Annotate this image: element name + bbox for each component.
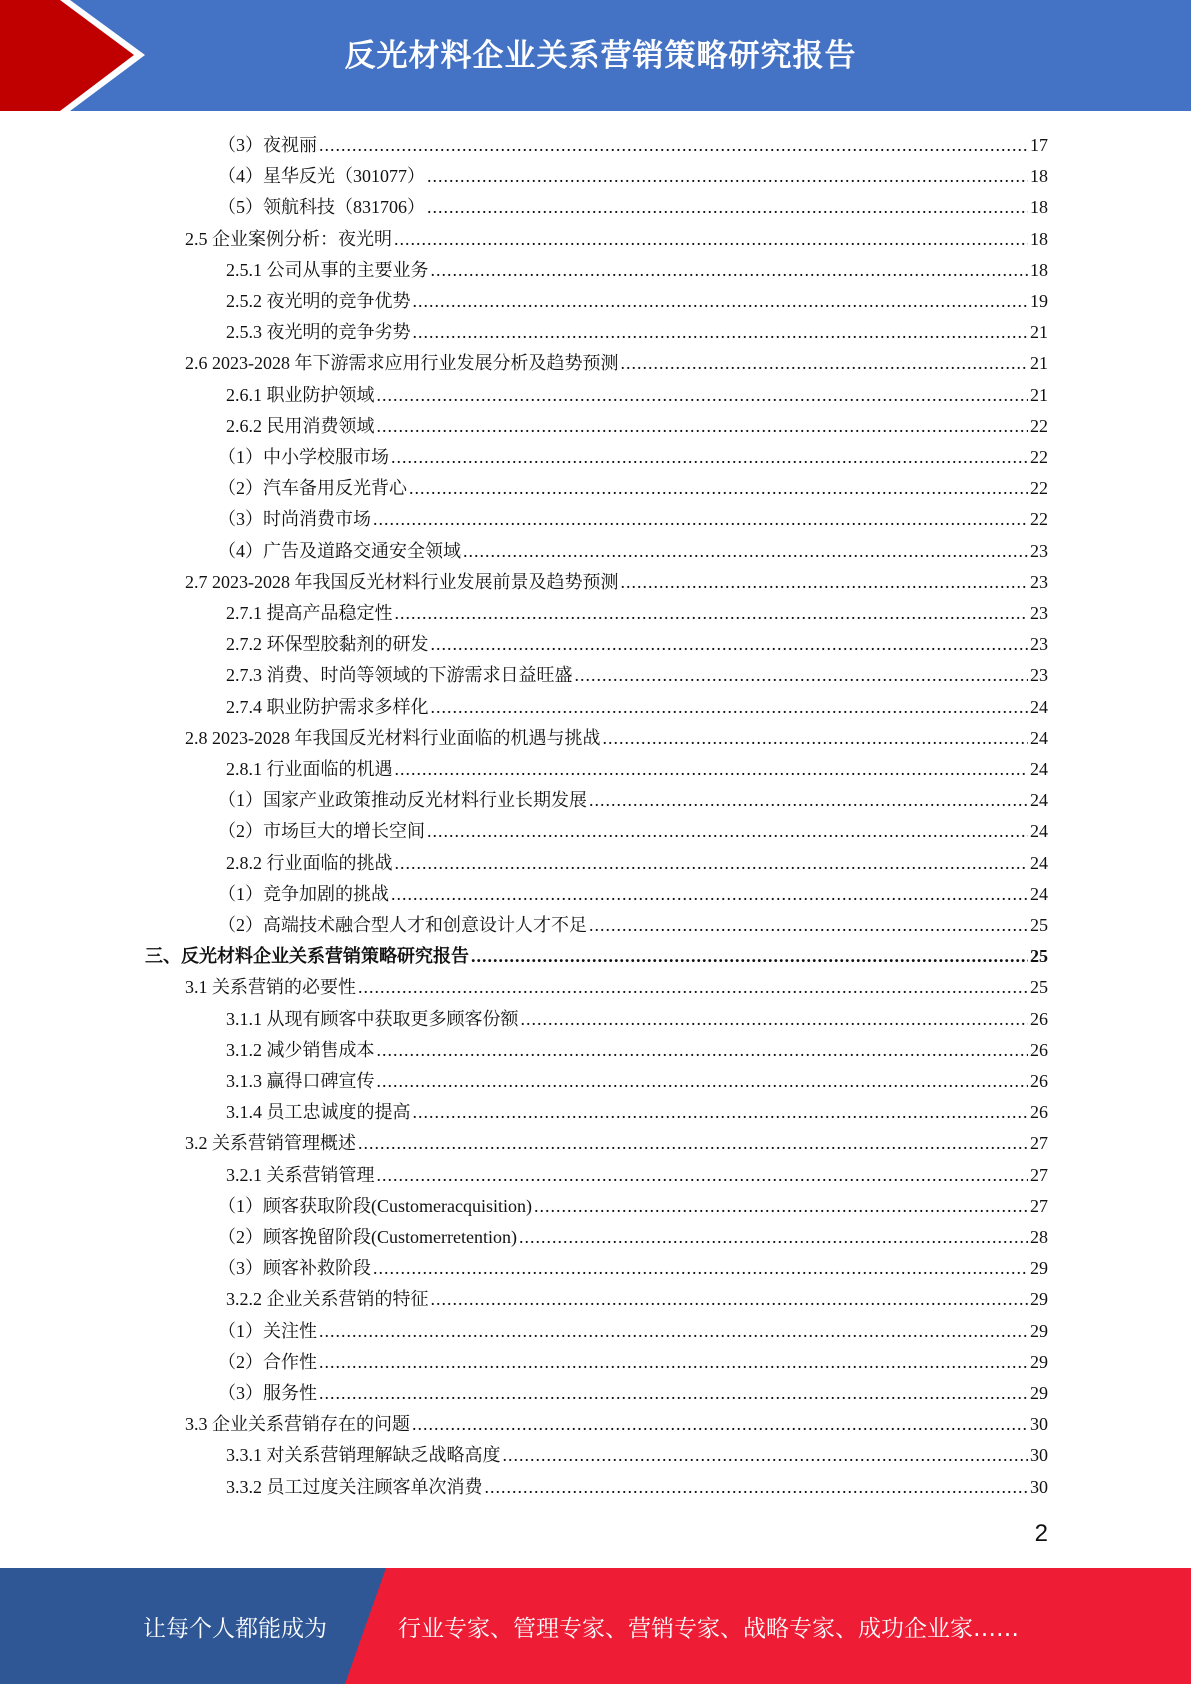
toc-entry-page: 29 <box>1030 1351 1048 1372</box>
toc-entry[interactable] <box>218 536 1048 567</box>
toc-entry-title: 3.2.2 企业关系营销的特征 <box>226 1289 429 1310</box>
toc-entry-title: （4）星华反光（301077） <box>218 166 425 187</box>
toc-leader-dots <box>377 1160 1029 1191</box>
toc-entry-page: 26 <box>1030 1071 1048 1091</box>
toc-entry-page: 27 <box>1030 1164 1048 1185</box>
toc-entry[interactable] <box>218 1191 1048 1222</box>
toc-entry-page: 25 <box>1030 946 1048 967</box>
toc-entry[interactable] <box>218 910 1048 941</box>
toc-entry[interactable] <box>226 1066 1048 1097</box>
toc-leader-dots <box>377 411 1029 442</box>
toc-leader-dots <box>427 161 1028 192</box>
toc-leader-dots <box>413 1097 1029 1128</box>
toc-entry[interactable] <box>226 1035 1048 1066</box>
toc-entry-title: （2）合作性 <box>218 1351 317 1372</box>
toc-entry-title: 2.7.2 环保型胶黏剂的研发 <box>226 634 429 655</box>
toc-entry-page: 21 <box>1030 384 1048 405</box>
toc-leader-dots <box>431 255 1029 286</box>
toc-entry[interactable] <box>218 192 1048 223</box>
toc-entry[interactable] <box>226 1004 1048 1035</box>
toc-entry-title: 2.6.1 职业防护领域 <box>226 384 375 405</box>
toc-entry-title: （4）广告及道路交通安全领域 <box>218 540 461 561</box>
toc-entry[interactable] <box>226 660 1048 691</box>
toc-entry[interactable] <box>218 130 1048 161</box>
toc-entry-page: 24 <box>1030 852 1048 873</box>
toc-entry-title: （1）竞争加剧的挑战 <box>218 883 389 904</box>
toc-entry-title: 3.1.4 员工忠诚度的提高 <box>226 1102 411 1123</box>
toc-entry-page: 24 <box>1030 821 1048 842</box>
toc-entry[interactable] <box>185 1128 1048 1159</box>
toc-leader-dots <box>409 473 1028 504</box>
toc-entry-title: 2.7.3 消费、时尚等领域的下游需求日益旺盛 <box>226 665 573 686</box>
toc-entry-title: （1）国家产业政策推动反光材料行业长期发展 <box>218 790 587 811</box>
toc-entry-title: （3）夜视丽 <box>218 135 317 155</box>
toc-leader-dots <box>589 785 1028 816</box>
toc-entry[interactable] <box>218 161 1048 192</box>
toc-entry-title: 3.1.2 减少销售成本 <box>226 1039 375 1060</box>
toc-leader-dots <box>589 910 1028 941</box>
toc-entry-title: 2.5.3 夜光明的竞争劣势 <box>226 322 411 343</box>
toc-leader-dots <box>377 380 1029 411</box>
toc-entry[interactable] <box>185 723 1048 754</box>
toc-leader-dots <box>319 1316 1028 1347</box>
toc-leader-dots <box>395 848 1029 879</box>
toc-entry-page: 30 <box>1030 1445 1048 1466</box>
toc-entry[interactable] <box>185 224 1048 255</box>
toc-entry[interactable] <box>226 286 1048 317</box>
toc-entry-title: 2.8 2023-2028 年我国反光材料行业面临的机遇与挑战 <box>185 727 601 748</box>
toc-leader-dots <box>427 192 1028 223</box>
toc-entry-page: 26 <box>1030 1102 1048 1123</box>
toc-leader-dots <box>427 816 1028 847</box>
toc-entry[interactable] <box>218 442 1048 473</box>
toc-entry-page: 24 <box>1030 696 1048 717</box>
toc-entry-title: （2）高端技术融合型人才和创意设计人才不足 <box>218 915 587 935</box>
footer-slogan-right: 行业专家、管理专家、营销专家、战略专家、成功企业家…… <box>398 1616 1019 1642</box>
toc-entry-title: 2.5.2 夜光明的竞争优势 <box>226 291 411 311</box>
toc-entry-title: 2.8.2 行业面临的挑战 <box>226 852 393 873</box>
toc-entry-title: 三、反光材料企业关系营销策略研究报告 <box>145 946 469 967</box>
toc-entry-title: （2）汽车备用反光背心 <box>218 478 407 499</box>
toc-leader-dots <box>319 130 1028 161</box>
toc-entry-page: 25 <box>1030 977 1048 998</box>
toc-entry-title: 3.2.1 关系营销管理 <box>226 1164 375 1185</box>
toc-leader-dots <box>621 567 1029 598</box>
toc-entry-title: （2）顾客挽留阶段(Customerretention) <box>218 1227 517 1247</box>
toc-entry[interactable] <box>218 879 1048 910</box>
toc-entry[interactable] <box>218 816 1048 847</box>
toc-entry[interactable] <box>226 629 1048 660</box>
toc-entry-page: 27 <box>1030 1195 1048 1216</box>
toc-entry-page: 27 <box>1030 1133 1048 1154</box>
toc-entry-title: 3.3 企业关系营销存在的问题 <box>185 1414 410 1435</box>
toc-leader-dots <box>391 879 1028 910</box>
toc-entry-page: 22 <box>1030 509 1048 530</box>
toc-leader-dots <box>575 660 1029 691</box>
toc-leader-dots <box>373 1253 1028 1284</box>
toc-entry-title: 2.6.2 民用消费领域 <box>226 415 375 436</box>
toc-leader-dots <box>603 723 1029 754</box>
toc-entry-title: 3.3.2 员工过度关注顾客单次消费 <box>226 1476 483 1497</box>
footer-slogan-left: 让每个人都能成为 <box>143 1616 327 1642</box>
toc-entry-title: （1）关注性 <box>218 1320 317 1341</box>
toc-entry[interactable] <box>226 598 1048 629</box>
toc-leader-dots <box>373 504 1028 535</box>
toc-entry-page: 18 <box>1030 259 1048 280</box>
toc-entry-title: 2.5 企业案例分析：夜光明 <box>185 228 392 249</box>
toc-entry-page: 30 <box>1030 1414 1048 1435</box>
toc-entry-page: 24 <box>1030 790 1048 811</box>
toc-entry-title: 3.1.3 赢得口碑宣传 <box>226 1071 375 1091</box>
toc-entry-title: 2.5.1 公司从事的主要业务 <box>226 259 429 280</box>
toc-entry-title: （5）领航科技（831706） <box>218 197 425 218</box>
toc-entry-page: 18 <box>1030 197 1048 218</box>
toc-leader-dots <box>521 1004 1029 1035</box>
toc-entry-page: 24 <box>1030 727 1048 748</box>
toc-entry[interactable] <box>226 754 1048 785</box>
toc-leader-dots <box>431 692 1029 723</box>
toc-entry-title: （2）市场巨大的增长空间 <box>218 821 425 842</box>
toc-leader-dots <box>485 1472 1029 1503</box>
toc-entry-page: 23 <box>1030 665 1048 686</box>
toc-entry-title: 3.3.1 对关系营销理解缺乏战略高度 <box>226 1445 501 1466</box>
toc-entry[interactable] <box>218 1222 1048 1253</box>
page-number: 2 <box>1034 1520 1048 1547</box>
toc-entry-title: 3.2 关系营销管理概述 <box>185 1133 356 1154</box>
toc-leader-dots <box>358 1128 1028 1159</box>
toc-entry[interactable] <box>226 1097 1048 1128</box>
toc-leader-dots <box>395 598 1029 629</box>
toc-entry[interactable] <box>226 317 1048 348</box>
toc-leader-dots <box>394 224 1028 255</box>
toc-entry-page: 26 <box>1030 1039 1048 1060</box>
toc-leader-dots <box>391 442 1028 473</box>
toc-leader-dots <box>534 1191 1028 1222</box>
document-title: 反光材料企业关系营销策略研究报告 <box>344 38 857 74</box>
toc-entry[interactable] <box>226 1440 1048 1471</box>
toc-entry[interactable] <box>226 380 1048 411</box>
toc-entry-page: 18 <box>1030 166 1048 187</box>
toc-entry-page: 29 <box>1030 1289 1048 1310</box>
toc-entry-title: 2.8.1 行业面临的机遇 <box>226 759 393 779</box>
toc-entry[interactable] <box>185 348 1048 379</box>
toc-leader-dots <box>395 754 1029 785</box>
toc-entry-title: 2.6 2023-2028 年下游需求应用行业发展分析及趋势预测 <box>185 353 619 374</box>
toc-entry-title: 2.7.4 职业防护需求多样化 <box>226 696 429 717</box>
toc-leader-dots <box>621 348 1029 379</box>
toc-entry-page: 19 <box>1030 291 1048 311</box>
toc-entry-page: 25 <box>1030 915 1048 935</box>
toc-entry[interactable] <box>226 1284 1048 1315</box>
toc-entry[interactable] <box>218 785 1048 816</box>
toc-entry-title: （1）中小学校服市场 <box>218 447 389 467</box>
toc-leader-dots <box>519 1222 1028 1253</box>
toc-leader-dots <box>413 286 1029 317</box>
toc-entry-page: 22 <box>1030 415 1048 436</box>
toc-entry-title: 3.1 关系营销的必要性 <box>185 977 356 998</box>
toc-entry[interactable] <box>226 692 1048 723</box>
toc-entry-page: 18 <box>1030 228 1048 249</box>
toc-entry[interactable] <box>226 848 1048 879</box>
toc-entry-page: 23 <box>1030 540 1048 561</box>
page-header <box>0 0 1191 111</box>
toc-leader-dots <box>377 1066 1029 1097</box>
toc-entry-page: 23 <box>1030 571 1048 592</box>
toc-entry-page: 21 <box>1030 322 1048 343</box>
toc-entry[interactable] <box>145 941 1048 972</box>
toc-leader-dots <box>358 972 1028 1003</box>
toc-entry-title: （3）时尚消费市场 <box>218 509 371 530</box>
toc-entry[interactable] <box>185 972 1048 1003</box>
toc-leader-dots <box>431 1284 1029 1315</box>
toc-entry-page: 29 <box>1030 1258 1048 1279</box>
toc-entry[interactable] <box>226 411 1048 442</box>
toc-entry-page: 22 <box>1030 447 1048 467</box>
toc-entry-title: （3）服务性 <box>218 1383 317 1403</box>
toc-entry[interactable] <box>218 1253 1048 1284</box>
toc-entry[interactable] <box>226 255 1048 286</box>
toc-leader-dots <box>412 1409 1028 1440</box>
toc-leader-dots <box>377 1035 1029 1066</box>
toc-entry-page: 21 <box>1030 353 1048 374</box>
toc-entry-page: 22 <box>1030 478 1048 499</box>
toc-entry[interactable] <box>218 1347 1048 1378</box>
toc-entry-title: 2.7 2023-2028 年我国反光材料行业发展前景及趋势预测 <box>185 571 619 592</box>
toc-entry-page: 24 <box>1030 759 1048 779</box>
toc-entry-page: 23 <box>1030 603 1048 623</box>
toc-leader-dots <box>471 941 1028 972</box>
toc-leader-dots <box>319 1378 1028 1409</box>
toc-leader-dots <box>319 1347 1028 1378</box>
toc-leader-dots <box>503 1440 1029 1471</box>
toc-entry-page: 28 <box>1030 1227 1048 1247</box>
toc-leader-dots <box>413 317 1029 348</box>
toc-leader-dots <box>431 629 1029 660</box>
toc-entry-page: 29 <box>1030 1320 1048 1341</box>
toc-entry[interactable] <box>226 1472 1048 1503</box>
toc-entry-page: 30 <box>1030 1476 1048 1497</box>
toc-entry-page: 23 <box>1030 634 1048 655</box>
toc-entry-page: 29 <box>1030 1383 1048 1403</box>
toc-entry[interactable] <box>226 1160 1048 1191</box>
toc-entry-page: 17 <box>1030 135 1048 155</box>
toc-entry-title: 2.7.1 提高产品稳定性 <box>226 603 393 623</box>
toc-leader-dots <box>463 536 1028 567</box>
toc-entry[interactable] <box>185 567 1048 598</box>
toc-entry[interactable] <box>185 1409 1048 1440</box>
toc-entry-page: 24 <box>1030 883 1048 904</box>
toc-entry[interactable] <box>218 1316 1048 1347</box>
toc-entry-page: 26 <box>1030 1008 1048 1029</box>
toc-entry[interactable] <box>218 473 1048 504</box>
toc-entry[interactable] <box>218 1378 1048 1409</box>
toc-entry-title: 3.1.1 从现有顾客中获取更多顾客份额 <box>226 1008 519 1029</box>
page-footer <box>0 1568 1191 1684</box>
toc-entry[interactable] <box>218 504 1048 535</box>
toc-entry-title: （1）顾客获取阶段(Customeracquisition) <box>218 1195 532 1216</box>
toc-entry-title: （3）顾客补救阶段 <box>218 1258 371 1279</box>
